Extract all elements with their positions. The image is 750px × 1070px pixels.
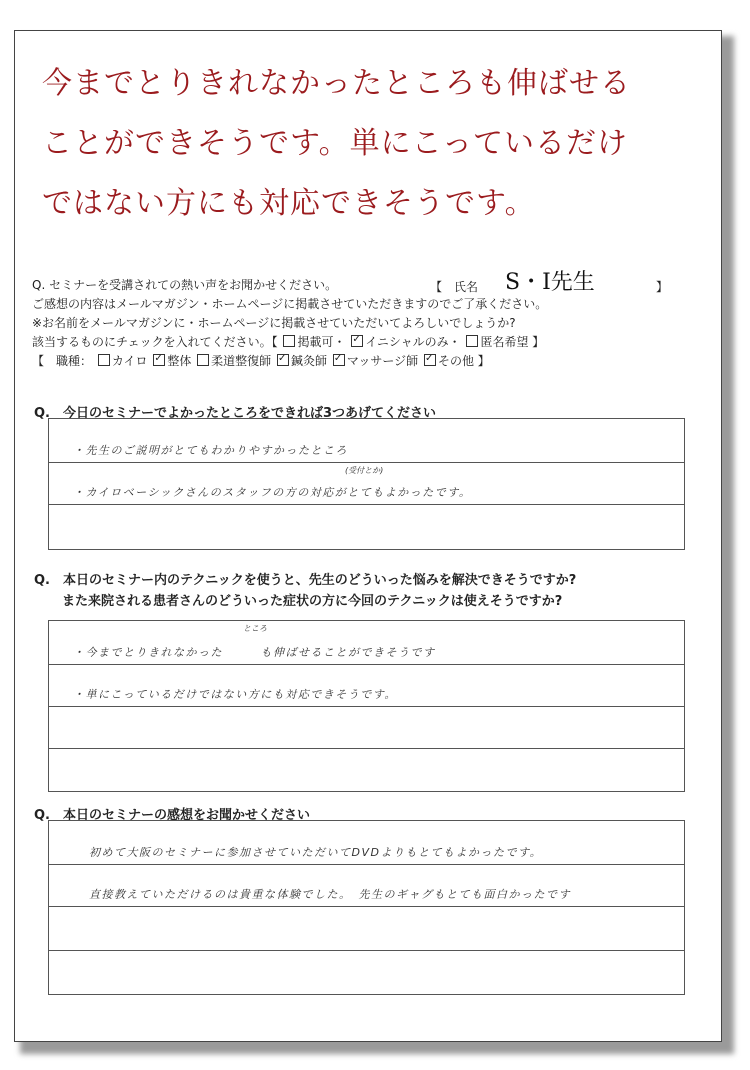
q2-answer-1: ・今までとりきれなかった も伸ばせることができそうです [73,646,436,659]
massage-checkbox[interactable] [333,354,345,366]
other-label: その他 [437,354,474,368]
initials-only-checkbox[interactable] [351,335,363,347]
q1-answer-2: ・カイロベーシックさんのスタッフの方の対応がとてもよかったです。 [73,486,472,499]
q3-question: Q. 本日のセミナーの感想をお聞かせください [34,808,310,823]
q1-question: Q. 今日のセミナーでよかったところをできれば3つあげてください [34,406,437,421]
q2-question-line-1: Q. 本日のセミナー内のテクニックを使うと、先生のどういった悩みを解決できそうですか? [34,573,577,588]
publish-options-close: 】 [532,335,545,349]
q1-answer-box [48,418,685,550]
anonymous-checkbox[interactable] [466,335,478,347]
seitai-checkbox[interactable] [153,354,165,366]
form-publish-notice: ご感想の内容はメールマガジン・ホームページに掲載させていただきますのでご了承ください。 [32,297,548,311]
q3-answer-box [48,820,685,995]
chiro-label: カイロ [111,354,148,368]
q1-answer-row [49,463,684,505]
anonymous-label: 匿名希望 [480,335,529,349]
form-name-permission: ※お名前をメールマガジンに・ホームページに掲載させていただいてよろしいでしょうか? [32,316,516,330]
initials-only-label: イニシャルのみ・ [365,335,461,349]
q2-question [34,570,576,612]
q2-answer-row [49,749,684,791]
q2-answer-2: ・単にこっているだけではない方にも対応できそうです。 [73,688,397,701]
q2-answer-row [49,621,684,665]
occupation-label: 【 職種： [32,354,93,368]
q1-note: (受付とか) [345,466,384,475]
shinkyu-checkbox[interactable] [277,354,289,366]
chiro-checkbox[interactable] [98,354,110,366]
other-checkbox[interactable] [424,354,436,366]
q2-question-line-2: また来院される患者さんのどういった症状の方に今回のテクニックは使えそうですか? [62,594,563,609]
judo-label: 柔道整復師 [211,354,272,368]
q1-answer-1: ・先生のご説明がとてもわかりやすかったところ [73,444,348,457]
q3-answer-2: 直接教えていただけるのは貴重な体験でした。 先生のギャグもとても面白かったです [89,888,571,901]
q3-answer-row [49,865,684,907]
q3-answer-row [49,821,684,865]
form-intro-question: Q. セミナーを受講されての熱い声をお聞かせください。 [32,278,338,292]
q2-note: ところ [243,624,267,633]
publish-allowed-label: 掲載可・ [297,335,346,349]
shinkyu-label: 鍼灸師 [291,354,328,368]
testimonial-headline [42,54,702,234]
q2-answer-row [49,665,684,707]
name-close-bracket: 】 [656,280,669,294]
judo-checkbox[interactable] [197,354,209,366]
massage-label: マッサージ師 [346,354,419,368]
name-label: 【 氏名 [430,280,479,294]
q3-answer-row [49,951,684,994]
headline-line-3: ではない方にも対応できそうです。 [42,186,536,221]
q2-answer-row [49,707,684,749]
q2-answer-box [48,620,685,792]
seitai-label: 整体 [167,354,192,368]
headline-line-2: ことができそうです。単にこっているだけ [42,126,628,161]
publish-allowed-checkbox[interactable] [283,335,295,347]
headline-line-1: 今までとりきれなかったところも伸ばせる [42,66,631,101]
publish-options-label: 該当するものにチェックを入れてください。【 [32,335,278,349]
publish-options-row [32,333,547,352]
q1-answer-row [49,505,684,549]
q3-answer-row [49,907,684,951]
occupation-close: 】 [477,354,490,368]
q3-answer-1: 初めて大阪のセミナーに参加させていただいてDVDよりもとてもよかったです。 [89,846,543,859]
q1-answer-row [49,419,684,463]
name-value: S・I先生 [505,270,595,295]
occupation-row [32,352,547,371]
